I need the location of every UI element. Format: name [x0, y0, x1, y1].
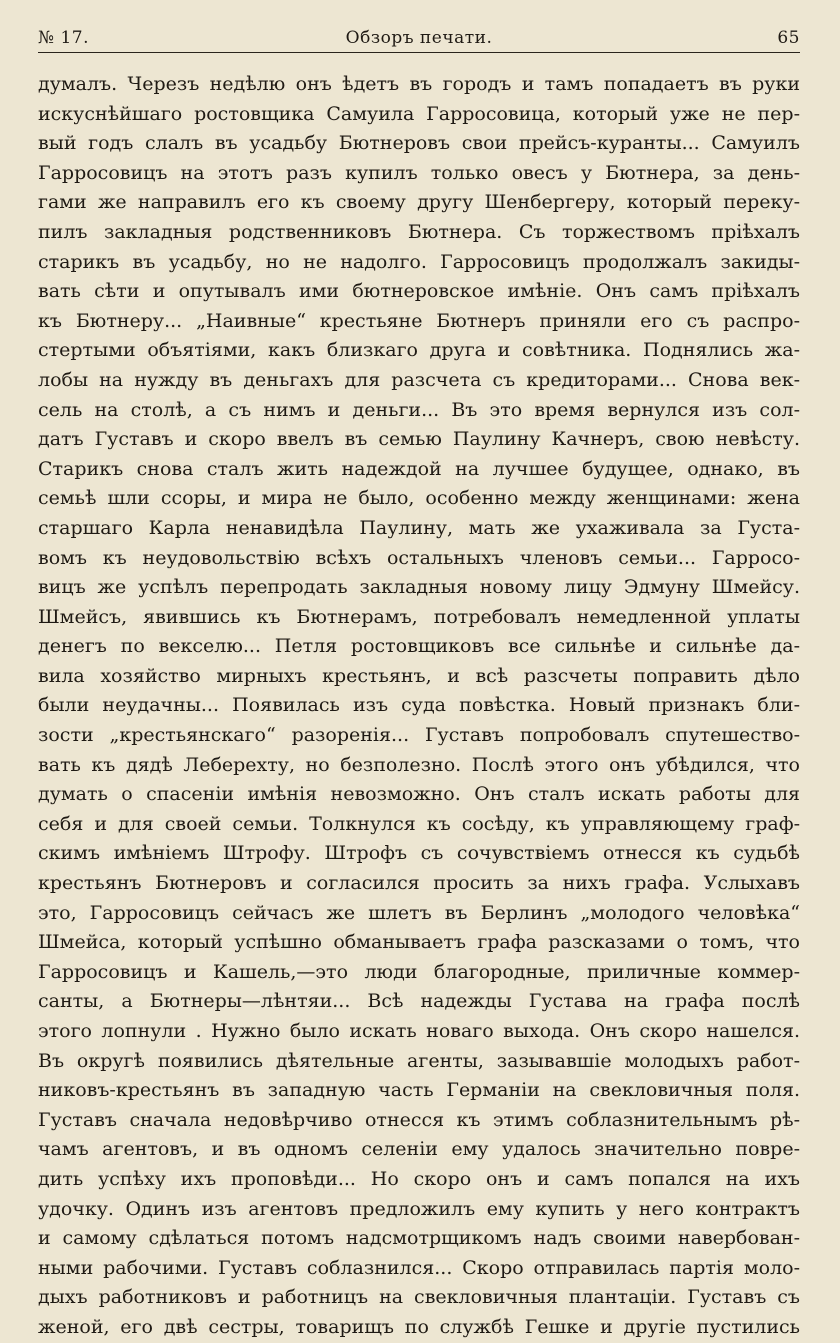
text-line [38, 603, 800, 633]
text-line-content: искуснѣйшаго ростовщика Самуила Гарросовица, который уже не пер- [38, 102, 800, 125]
text-line-content: семьѣ шли ссоры, и мира не было, особенно между женщинами: жена [38, 487, 800, 510]
text-line [38, 277, 800, 307]
text-line-content: старшаго Карла ненавидѣла Паулину, мать же ухаживала за Густа- [38, 516, 800, 539]
text-line-content: сель на столѣ, а съ нимъ и деньги... Въ это время вернулся изъ сол- [38, 398, 800, 421]
text-line [38, 869, 800, 899]
text-line [38, 1047, 800, 1077]
text-line-content: вицъ же успѣлъ перепродать закладныя новому лицу Эдмуну Шмейсу. [38, 576, 800, 599]
text-line [38, 188, 800, 218]
text-line-content: думать о спасеніи имѣнія невозможно. Онъ сталъ искать работы для [38, 783, 800, 806]
text-line [38, 100, 800, 130]
text-line [38, 839, 800, 869]
text-line-content: думалъ. Черезъ недѣлю онъ ѣдетъ въ городъ и тамъ попадаетъ въ руки [38, 73, 800, 95]
text-line [38, 455, 800, 485]
text-line [38, 1076, 800, 1106]
text-line [38, 573, 800, 603]
text-line-content: датъ Густавъ и скоро ввелъ въ семью Паулину Качнеръ, свою невѣсту. [38, 428, 800, 451]
text-line [38, 632, 800, 662]
text-line [38, 514, 800, 544]
text-line-content: стертыми объятіями, какъ близкаго друга и совѣтника. Поднялись жа- [38, 339, 800, 362]
text-line [38, 396, 800, 426]
text-line [38, 70, 800, 100]
text-line-content: это, Гарросовицъ сейчасъ же шлетъ въ Берлинъ „молодого человѣка“ [38, 901, 800, 924]
text-line-content: Гарросовицъ и Кашель,—это люди благородные, приличные коммер- [38, 960, 800, 983]
text-line [38, 1106, 800, 1136]
text-line [38, 899, 800, 929]
text-line-content: лобы на нужду въ деньгахъ для разсчета съ кредиторами... Снова век- [38, 368, 800, 391]
header-rule [38, 52, 800, 53]
text-line-content: дить успѣху ихъ проповѣди... Но скоро онъ и самъ попался на ихъ [38, 1167, 800, 1190]
text-line-content: санты, а Бютнеры—лѣнтяи... Всѣ надежды Густава на графа послѣ [38, 990, 800, 1013]
text-line-content: старикъ въ усадьбу, но не надолго. Гарросовицъ продолжалъ закиды- [38, 250, 800, 273]
text-line-content: гами же направилъ его къ своему другу Шенбергеру, который переку- [38, 191, 800, 214]
text-line [38, 1224, 800, 1254]
text-line [38, 425, 800, 455]
section-title: Обзоръ печати. [345, 28, 493, 48]
text-line [38, 662, 800, 692]
text-line-content: удочку. Одинъ изъ агентовъ предложилъ ему купить у него контрактъ [38, 1197, 800, 1220]
text-line [38, 307, 800, 337]
text-line-content: дыхъ работниковъ и работницъ на свекловичныя плантаціи. Густавъ съ [38, 1286, 800, 1309]
text-line [38, 129, 800, 159]
text-line [38, 691, 800, 721]
text-line [38, 1017, 800, 1047]
text-line-content: вомъ къ неудовольствію всѣхъ остальныхъ членовъ семьи... Гарросо- [38, 546, 800, 569]
text-line [38, 1254, 800, 1284]
text-line [38, 1313, 800, 1343]
text-line-content: скимъ имѣніемъ Штрофу. Штрофъ съ сочувствіемъ отнесся къ судьбѣ [38, 842, 800, 865]
text-line-content: вать сѣти и опутывалъ ими бютнеровское имѣніе. Онъ самъ пріѣхалъ [38, 280, 800, 303]
text-line [38, 987, 800, 1017]
text-line [38, 159, 800, 189]
text-line [38, 810, 800, 840]
body-text [38, 70, 800, 1343]
text-line [38, 958, 800, 988]
running-head [38, 20, 800, 48]
text-line-content: Гарросовицъ на этотъ разъ купилъ только овесъ у Бютнера, за день- [38, 161, 800, 184]
text-line-content: вила хозяйство мирныхъ крестьянъ, и всѣ разсчеты поправить дѣло [38, 664, 800, 687]
text-line-content: вать къ дядѣ Леберехту, но безполезно. Послѣ этого онъ убѣдился, что [38, 753, 800, 776]
text-line-content: и самому сдѣлаться потомъ надсмотрщикомъ надъ своими навербован- [38, 1227, 800, 1250]
text-line [38, 1165, 800, 1195]
text-line-content: Старикъ снова сталъ жить надеждой на лучшее будущее, однако, въ [38, 457, 800, 480]
text-line-content: зости „крестьянскаго“ разоренія... Густавъ попробовалъ спутешество- [38, 724, 800, 747]
text-line-content: пилъ закладныя родственниковъ Бютнера. Съ торжествомъ пріѣхалъ [38, 220, 800, 243]
issue-number: № 17. [38, 28, 90, 48]
text-line-content: себя и для своей семьи. Толкнулся къ сосѣду, къ управляющему граф- [38, 812, 800, 835]
text-line-content: вый годъ слалъ въ усадьбу Бютнеровъ свои прейсъ-куранты... Самуилъ [38, 132, 800, 155]
text-line [38, 721, 800, 751]
text-line-content: женой, его двѣ сестры, товарищъ по службѣ Гешке и другіе пустились [38, 1315, 800, 1338]
text-line-content: чамъ агентовъ, и въ одномъ селеніи ему удалось значительно повре- [38, 1138, 800, 1161]
text-line [38, 1283, 800, 1313]
text-line [38, 1195, 800, 1225]
text-line [38, 484, 800, 514]
text-line-content: Въ округѣ появились дѣятельные агенты, зазывавшіе молодыхъ работ- [38, 1049, 800, 1072]
text-line [38, 248, 800, 278]
text-line [38, 1135, 800, 1165]
text-line-content: Шмейсъ, явившись къ Бютнерамъ, потребовалъ немедленной уплаты [38, 605, 800, 628]
text-line [38, 928, 800, 958]
page-number: 65 [777, 28, 800, 48]
text-line [38, 780, 800, 810]
text-line-content: Шмейса, который успѣшно обманываетъ графа разсказами о томъ, что [38, 931, 800, 954]
text-line-content: крестьянъ Бютнеровъ и согласился просить за нихъ графа. Услыхавъ [38, 872, 800, 895]
text-line [38, 218, 800, 248]
text-line-content: ными рабочими. Густавъ соблазнился... Скоро отправилась партія моло- [38, 1256, 800, 1279]
text-line [38, 751, 800, 781]
text-line-content: никовъ-крестьянъ въ западную часть Германіи на свекловичныя поля. [38, 1079, 800, 1102]
text-line [38, 336, 800, 366]
text-line [38, 544, 800, 574]
text-line-content: денегъ по векселю... Петля ростовщиковъ все сильнѣе и сильнѣе да- [38, 635, 800, 658]
text-line-content: этого лопнули . Нужно было искать новаго выхода. Онъ скоро нашелся. [38, 1020, 800, 1042]
text-line-content: Густавъ сначала недовѣрчиво отнесся къ этимъ соблазнительнымъ рѣ- [38, 1108, 800, 1131]
text-line-content: были неудачны... Появилась изъ суда повѣстка. Новый признакъ бли- [38, 694, 800, 717]
text-line-content: къ Бютнеру... „Наивные“ крестьяне Бютнеръ приняли его съ распро- [38, 309, 800, 332]
text-line [38, 366, 800, 396]
